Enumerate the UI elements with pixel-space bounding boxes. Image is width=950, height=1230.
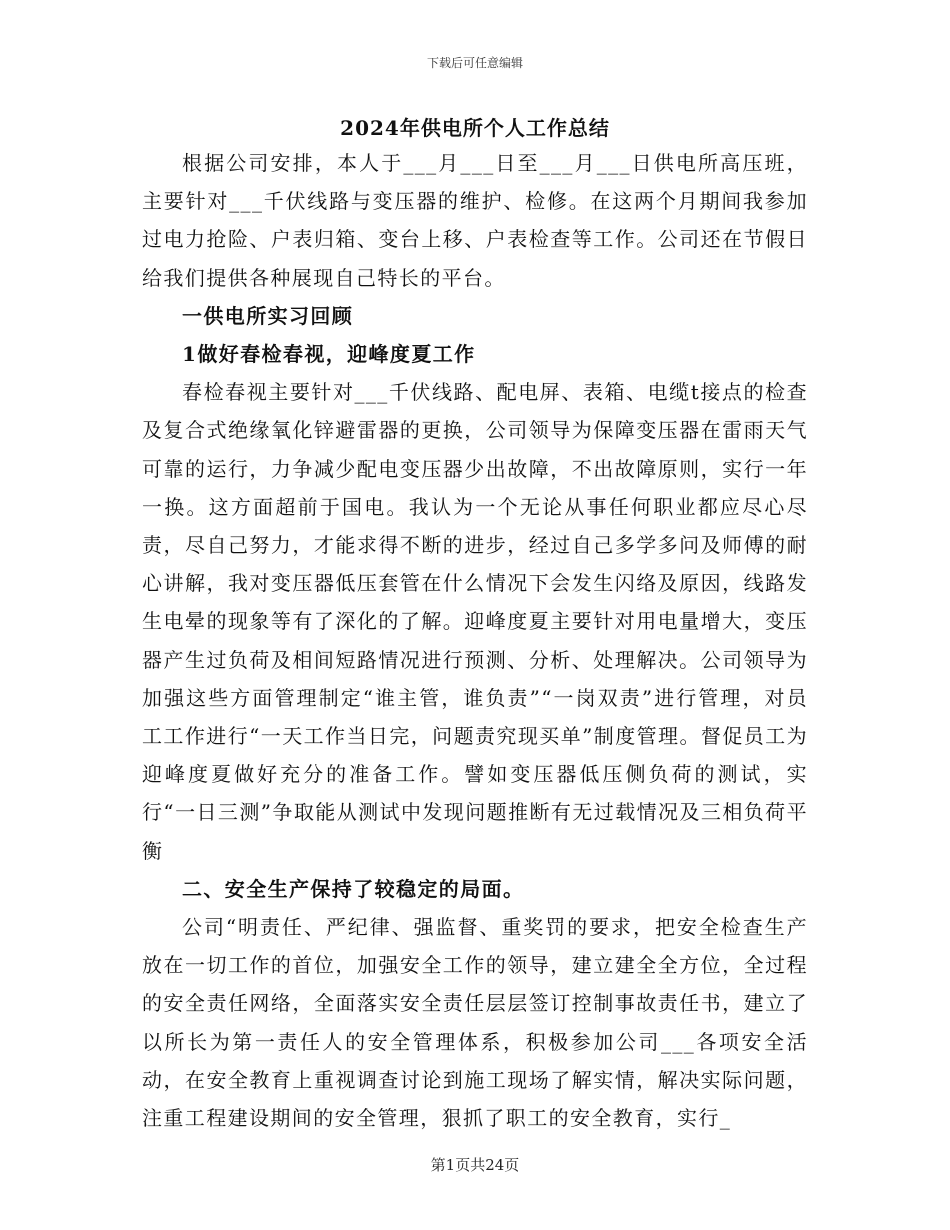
spring-check-paragraph: 春检春视主要针对___千伏线路、配电屏、表箱、电缆t接点的检查及复合式绝缘氧化锌避雷器的更换，公司领导为保障变压器在雷雨天气可靠的运行，力争减少配电变压器少出故障，不出故障原则，实行一年一换。这方面超前于国电。我认为一个无论从事任何职业都应尽心尽责，尽自己努力，才能求得不断的进步，经过自己多学多问及师傅的耐心讲解，我对变压器低压套管在什么情况下会发生闪络及原因，线路发生电晕的现象等有了深化的了解。迎峰度夏主要针对用电量增大，变压器产生过负荷及相间短路情况进行预测、分析、处理解决。公司领导为加强这些方面管理制定“谁主管，谁负责”“一岗双责”进行管理，对员工工作进行“一天工作当日完，问题责究现买单”制度管理。督促员工为迎峰度夏做好充分的准备工作。譬如变压器低压侧负荷的测试，实行“一日三测”争取能从测试中发现问题推断有无过载情况及三相负荷平衡 — [142, 380, 808, 863]
document-title: 2024年供电所个人工作总结 — [340, 116, 610, 140]
header-note: 下载后可任意编辑 — [426, 56, 523, 70]
safety-paragraph: 公司“明责任、严纪律、强监督、重奖罚的要求，把安全检查生产放在一切工作的首位，加强安全工作的领导，建立建全全方位，全过程的安全责任网络，全面落实安全责任层层签订控制事故责任书，建立了以所长为第一责任人的安全管理体系，积极参加公司___各项安全活动，在安全教育上重视调查讨论到施工现场了解实情，解决实际问题，注重工程建设期间的安全管理，狠抓了职工的安全教育，实行_ — [142, 915, 808, 1131]
intro-paragraph: 根据公司安排，本人于___月___日至___月___日供电所高压班，主要针对___千伏线路与变压器的维护、检修。在这两个月期间我参加过电力抢险、户表归箱、变台上移、户表检查等工作。公司还在节假日给我们提供各种展现自己特长的平台。 — [142, 151, 808, 290]
section-heading-safety: 二、安全生产保持了较稳定的局面。 — [182, 876, 525, 901]
page-number-footer: 第1页共24页 — [430, 1156, 520, 1174]
subsection-heading-spring-check: 1做好春检春视，迎峰度夏工作 — [182, 342, 476, 367]
document-body — [142, 144, 808, 1137]
section-heading-review: 一供电所实习回顾 — [182, 303, 354, 328]
